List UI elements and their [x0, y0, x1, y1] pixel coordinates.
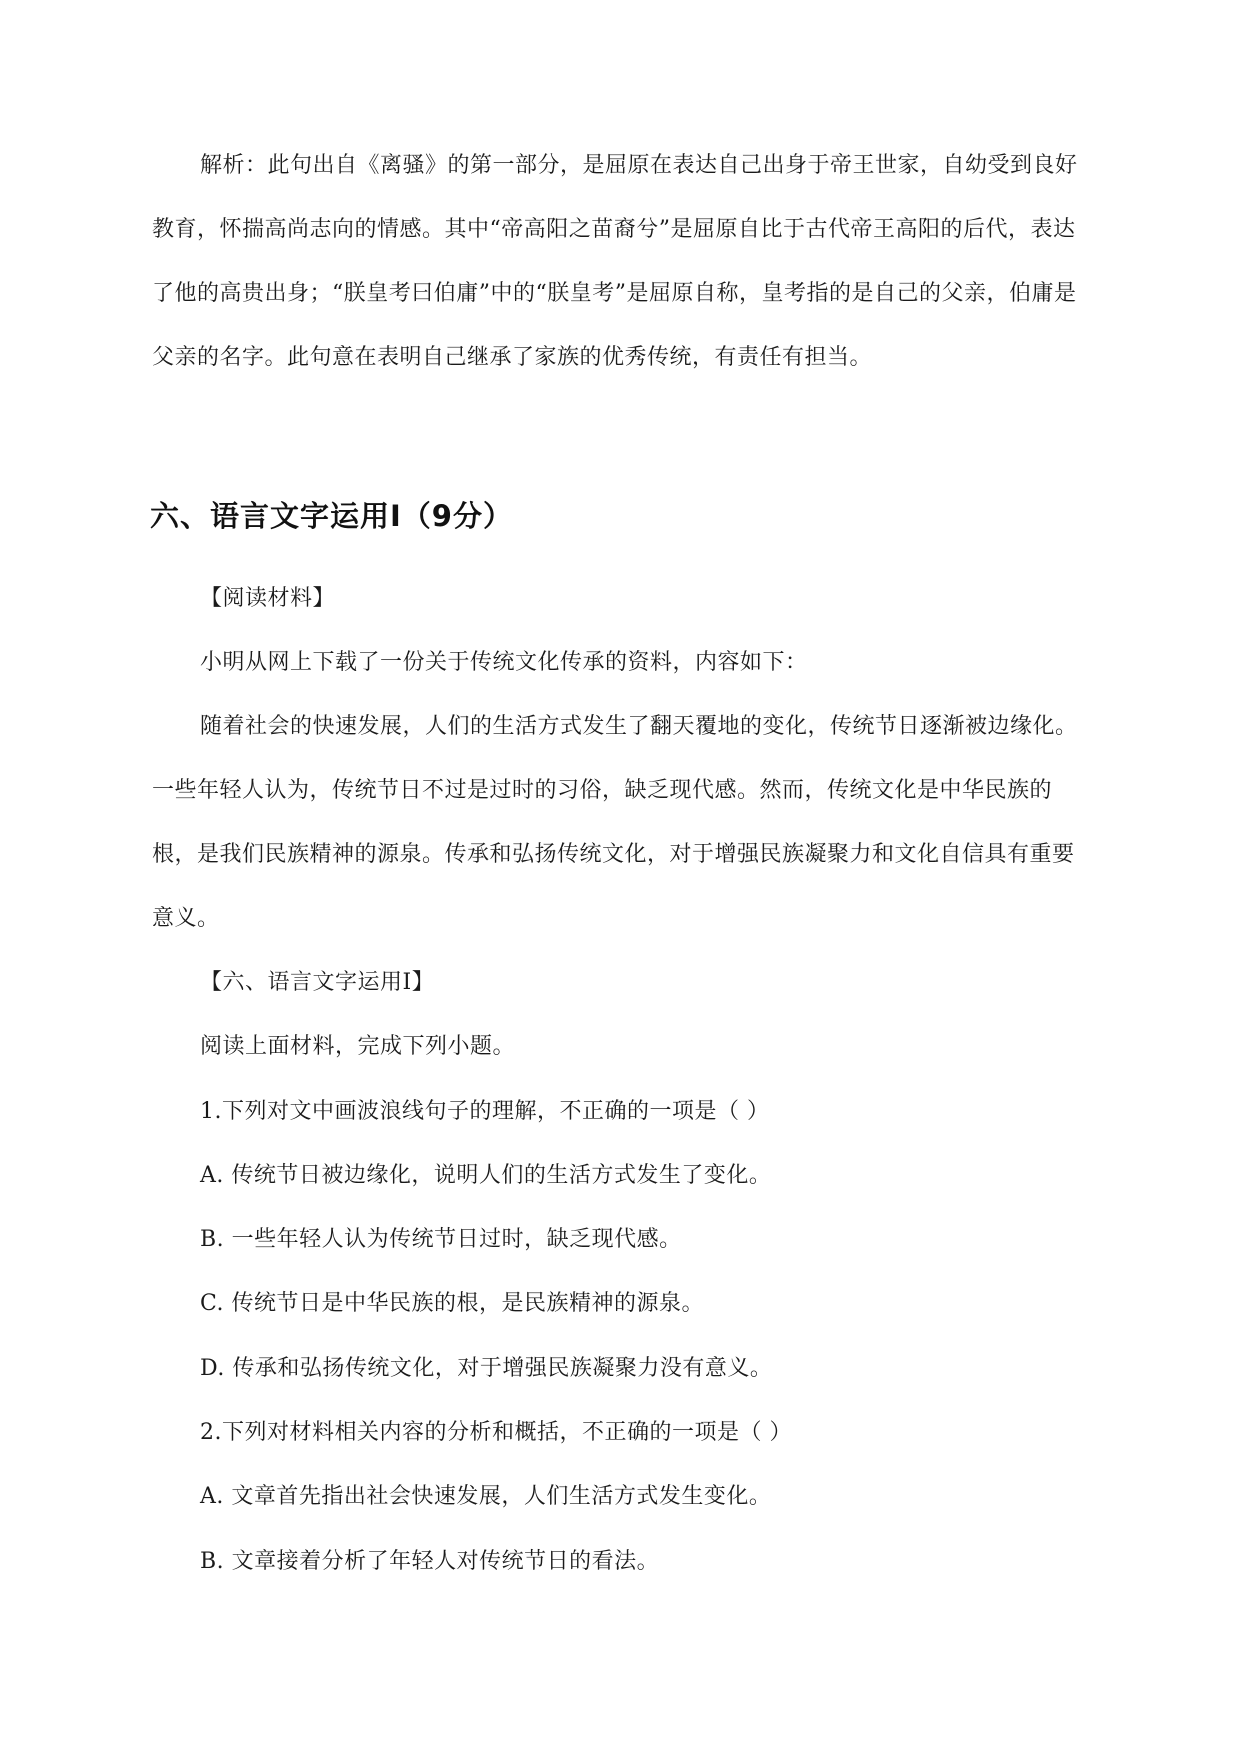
instruction-text: 阅读上面材料，完成下列小题。 — [200, 1034, 516, 1059]
question-1-option-b: B. 一些年轻人认为传统节日过时，缺乏现代感。 — [200, 1227, 682, 1252]
question-2-stem: 2.下列对材料相关内容的分析和概括，不正确的一项是（ ） — [200, 1420, 792, 1445]
material-label: 【阅读材料】 — [200, 586, 336, 611]
question-2-option-b: B. 文章接着分析了年轻人对传统节日的看法。 — [200, 1549, 660, 1574]
subsection-label: 【六、语言文字运用Ⅰ】 — [200, 970, 435, 995]
section-heading: 六、语言文字运用Ⅰ（9分） — [150, 499, 513, 533]
analysis-paragraph: 解析：此句出自《离骚》的第一部分，是屈原在表达自己出身于帝王世家，自幼受到良好教育，怀揣高尚志向的情感。其中“帝高阳之苗裔兮”是屈原自比于古代帝王高阳的后代，表达了他的高贵出身；“朕皇考曰伯庸”中的“朕皇考”是屈原自称，皇考指的是自己的父亲，伯庸是父亲的名字。此句意在表明自己继承了家族的优秀传统，有责任有担当。 — [152, 153, 1078, 370]
material-intro: 小明从网上下载了一份关于传统文化传承的资料，内容如下： — [200, 650, 808, 675]
question-2-option-a: A. 文章首先指出社会快速发展，人们生活方式发生变化。 — [200, 1484, 772, 1509]
material-body: 随着社会的快速发展，人们的生活方式发生了翻天覆地的变化，传统节日逐渐被边缘化。一些年轻人认为，传统节日不过是过时的习俗，缺乏现代感。然而，传统文化是中华民族的根，是我们民族精神的源泉。传承和弘扬传统文化，对于增强民族凝聚力和文化自信具有重要意义。 — [152, 714, 1078, 931]
question-1-option-a: A. 传统节日被边缘化，说明人们的生活方式发生了变化。 — [200, 1163, 772, 1188]
question-1-option-c: C. 传统节日是中华民族的根，是民族精神的源泉。 — [200, 1291, 705, 1316]
question-1-option-d: D. 传承和弘扬传统文化，对于增强民族凝聚力没有意义。 — [200, 1356, 773, 1381]
question-1-stem: 1.下列对文中画波浪线句子的理解，不正确的一项是（ ） — [200, 1099, 770, 1124]
